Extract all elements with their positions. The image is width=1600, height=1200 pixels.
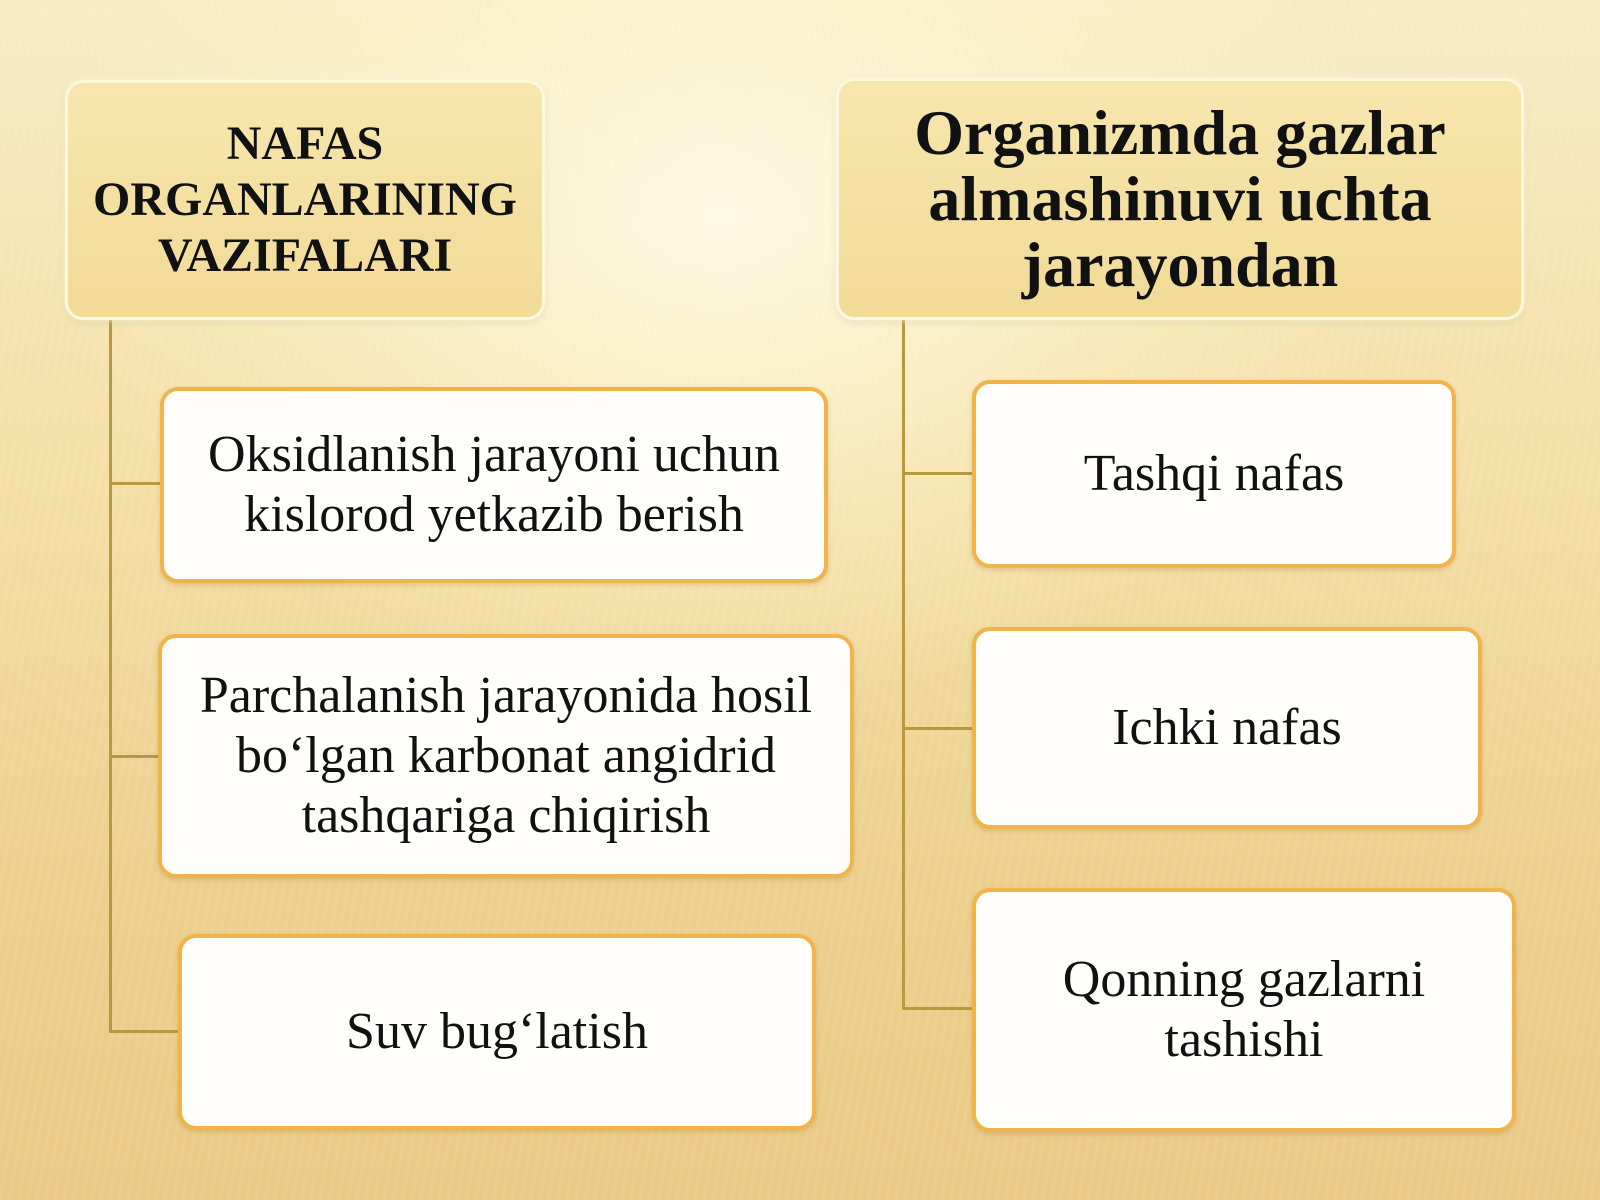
right-item-blood-gas-transport-text: Qonning gazlarni tashishi [1062,951,1426,1068]
left-branch-2 [109,755,159,758]
right-branch-3 [902,1007,974,1010]
right-header-box [836,78,1524,320]
right-item-external-respiration [972,380,1456,568]
right-tree-trunk [902,320,905,1010]
left-item-co2-removal [158,634,854,878]
left-header-box [65,80,545,320]
left-item-co2-removal-text: Parchalanish jarayonida hosil bo‘lgan karbonat angidrid tashqariga chiqirish [199,667,813,844]
left-header-text: NAFAS ORGANLARINING VAZIFALARI [92,117,518,282]
left-tree-trunk [109,320,112,1033]
left-item-oxygen-supply [160,387,828,583]
right-item-internal-respiration [972,627,1482,829]
left-branch-1 [109,482,161,485]
left-branch-3 [109,1030,179,1033]
left-item-water-evaporation [178,934,816,1130]
right-item-blood-gas-transport [972,888,1516,1132]
left-item-water-evaporation-text: Suv bug‘latish [346,1003,648,1060]
left-item-oxygen-supply-text: Oksidlanish jarayoni uchun kislorod yetkazib berish [208,426,780,543]
right-header-text: Organizmda gazlar almashinuvi uchta jarayondan [914,97,1446,300]
right-item-external-respiration-text: Tashqi nafas [1083,445,1345,502]
right-branch-1 [902,472,974,475]
right-branch-2 [902,727,974,730]
right-item-internal-respiration-text: Ichki nafas [1112,699,1342,756]
